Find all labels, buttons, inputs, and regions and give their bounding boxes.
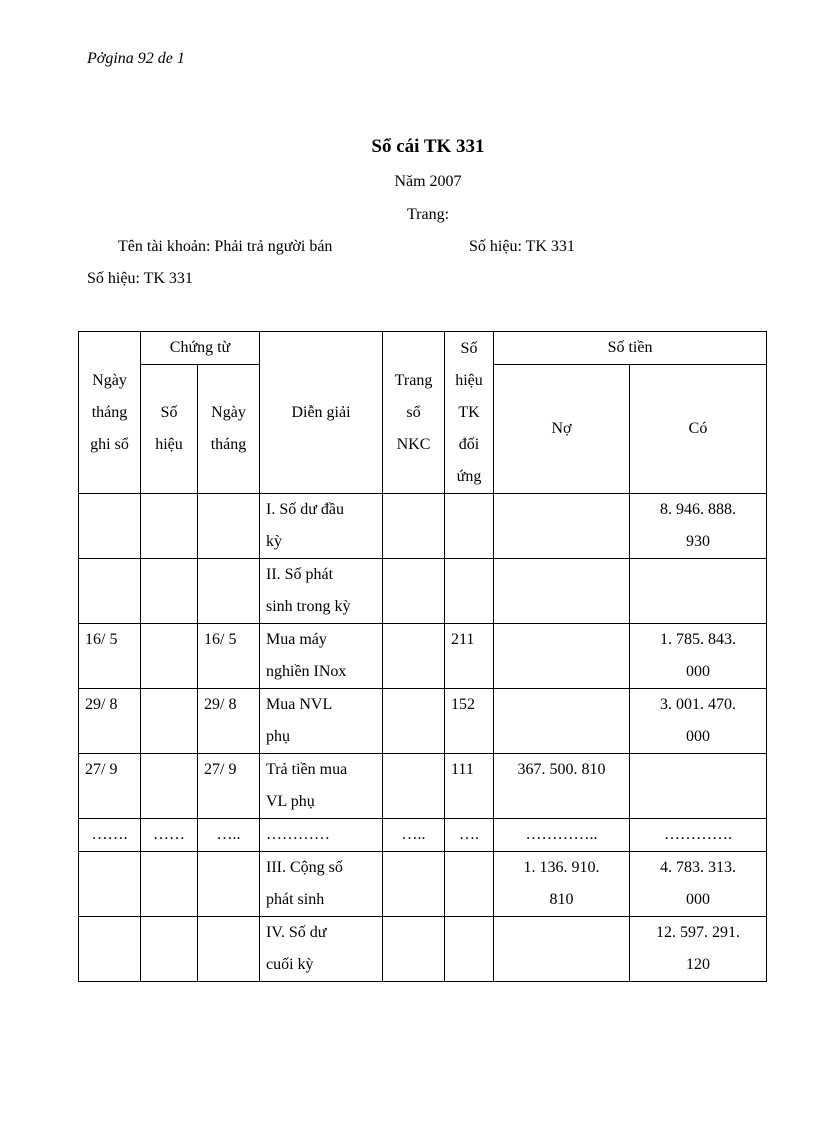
account-code: Số hiệu: TK 331 (469, 238, 575, 255)
table-row: 27/ 9 27/ 9 Trả tiền mua VL phụ 111 367. 500. 810 (79, 754, 767, 819)
table-row: II. Số phát sinh trong kỳ (79, 559, 767, 624)
header-ngay-ghi-so: Ngày tháng ghi sổ (79, 332, 141, 494)
page-header: Pởgina 92 de 1 (87, 50, 185, 67)
ledger-year: Năm 2007 (394, 173, 462, 190)
table-row: 16/ 5 16/ 5 Mua máy nghiền INox 211 1. 785. 843. 000 (79, 624, 767, 689)
header-ngay-thang: Ngày tháng (198, 365, 260, 494)
header-no: Nợ (494, 365, 630, 494)
header-so-hieu: Số hiệu (141, 365, 198, 494)
header-so-hieu-tk: Số hiệu TK đối ứng (445, 332, 494, 494)
header-chung-tu: Chứng từ (141, 332, 260, 365)
table-row: I. Số dư đầu kỳ 8. 946. 888. 930 (79, 494, 767, 559)
summary-row-closing: IV. Số dư cuối kỳ 12. 597. 291. 120 (79, 917, 767, 982)
page-number-label: Trang: (406, 206, 450, 223)
account-name: Tên tài khoản: Phải trả người bán (118, 238, 333, 255)
ledger-table (78, 331, 767, 982)
header-so-tien: Số tiền (494, 332, 767, 365)
summary-row-total: III. Cộng số phát sinh 1. 136. 910. 810 4. 783. 313. 000 (79, 852, 767, 917)
account-code-repeat: Số hiệu: TK 331 (87, 270, 193, 287)
header-trang-so-nkc: Trang sổ NKC (383, 332, 445, 494)
header-dien-giai: Diễn giải (260, 332, 383, 494)
ellipsis-row: ……. …… ….. ………… ….. …. ………….. …………. (79, 819, 767, 852)
page-title: Sổ cái TK 331 (371, 136, 485, 157)
header-co: Có (630, 365, 767, 494)
table-row: 29/ 8 29/ 8 Mua NVL phụ 152 3. 001. 470. 000 (79, 689, 767, 754)
